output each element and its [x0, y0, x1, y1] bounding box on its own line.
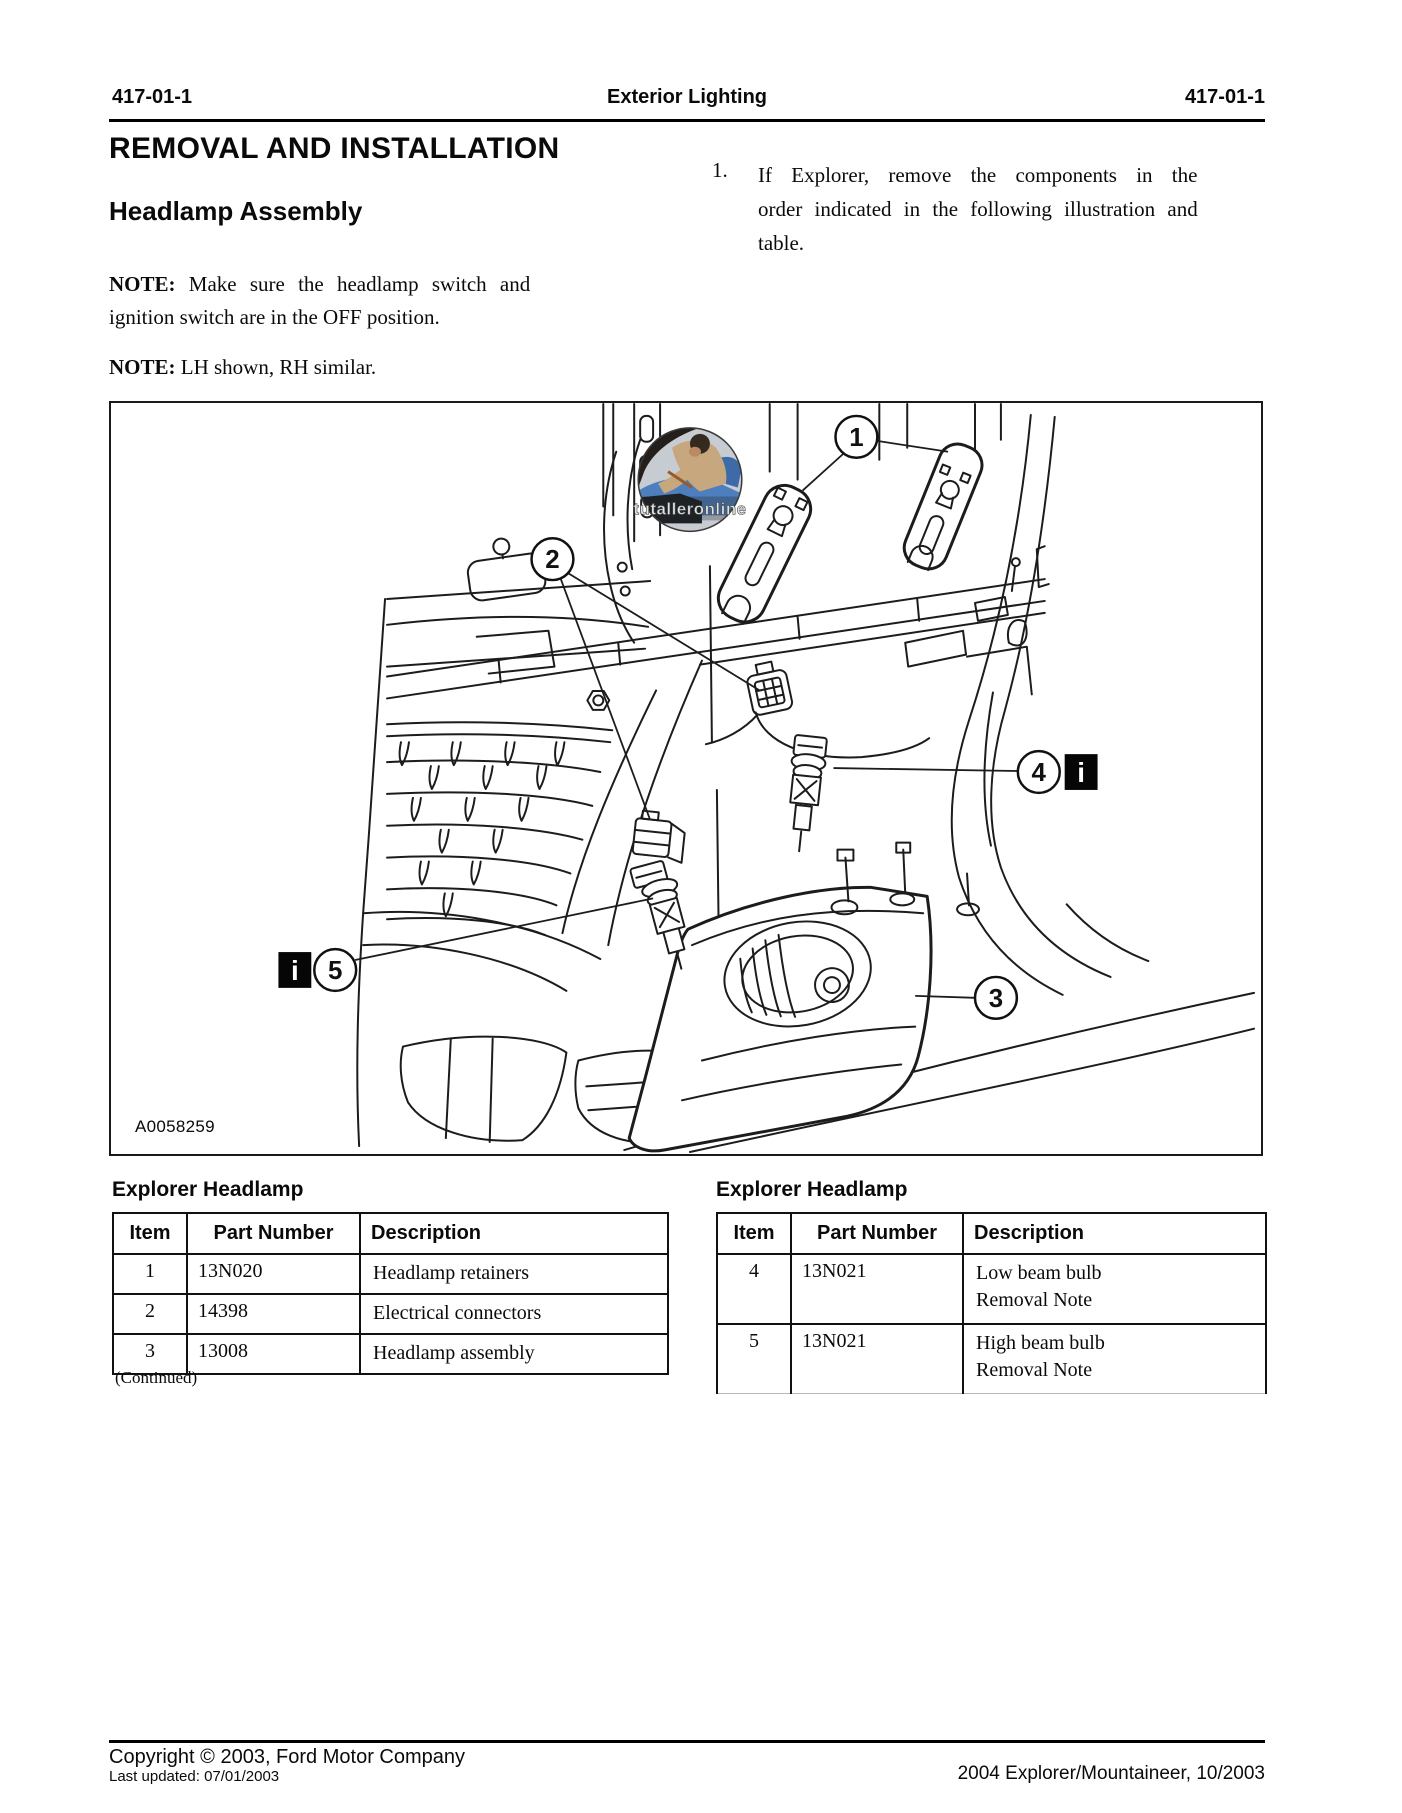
cell-item: 1: [113, 1254, 187, 1294]
note-label: NOTE:: [109, 355, 176, 379]
callout-5: [314, 949, 356, 991]
callout-4: [1018, 751, 1060, 793]
cell-description: Electrical connectors: [360, 1294, 668, 1334]
callout-3-number: 3: [988, 984, 1004, 1013]
note-label: NOTE:: [109, 272, 176, 296]
header-title: Exterior Lighting: [607, 86, 767, 108]
callout-4-number: 4: [1031, 759, 1046, 787]
table-row: [717, 1254, 1266, 1324]
figure-illustration: [111, 403, 1261, 1154]
note-text: Make sure the headlamp switch and: [188, 272, 531, 296]
note-text-line2: ignition switch are in the OFF position.: [109, 305, 440, 329]
col-header-item: Item: [113, 1213, 187, 1254]
table-row: [113, 1294, 668, 1334]
footer-divider: [109, 1740, 1265, 1743]
harness-wire-branch: [706, 714, 758, 744]
table-header-row: [717, 1213, 1266, 1254]
cell-description: [963, 1324, 1266, 1394]
step-text-line1: If Explorer, remove the components in the: [758, 163, 1198, 187]
callout-3: [975, 977, 1017, 1019]
cell-part-number: 13N020: [187, 1254, 360, 1294]
cell-part-number: 13N021: [791, 1254, 963, 1324]
callout-1: [835, 416, 877, 458]
cell-item: 3: [113, 1334, 187, 1374]
callout-2: [532, 538, 574, 580]
col-header-part-number: Part Number: [187, 1213, 360, 1254]
headlamp-retainer-right: [899, 438, 988, 574]
footer-copyright: Copyright © 2003, Ford Motor Company: [109, 1746, 466, 1768]
cell-item: 5: [717, 1324, 791, 1394]
note-1: [109, 268, 587, 334]
header-divider: [109, 119, 1265, 122]
low-beam-bulb: [782, 735, 828, 853]
table-continued-note: (Continued): [115, 1368, 198, 1387]
callout-1-number: 1: [849, 423, 864, 452]
step-text-line3: table.: [758, 231, 805, 255]
electrical-connector-upper: [744, 659, 793, 716]
fender-opening-lines: [952, 415, 1149, 995]
info-icon: i: [1077, 757, 1086, 788]
footer-last-updated: Last updated: 07/01/2003: [109, 1768, 280, 1785]
description-line: Removal Note: [976, 1359, 1093, 1381]
header-doc-number-left: 417-01-1: [112, 86, 193, 108]
harness-wire: [756, 712, 929, 757]
callout-5-info-badge: [278, 952, 311, 988]
step-number: 1.: [712, 158, 728, 182]
note-text: LH shown, RH similar.: [180, 355, 377, 379]
step-text-line2: order indicated in the following illustration and: [758, 197, 1198, 221]
col-header-description: Description: [360, 1213, 668, 1254]
cell-part-number: 13008: [187, 1334, 360, 1374]
header-doc-number-right: 417-01-1: [1184, 86, 1265, 108]
cell-description: Headlamp retainers: [360, 1254, 668, 1294]
footer-edition: 2004 Explorer/Mountaineer, 10/2003: [957, 1763, 1265, 1784]
figure-id-label: A0058259: [135, 1117, 215, 1136]
description-line: High beam bulb: [976, 1332, 1105, 1354]
parts-table-right: [716, 1212, 1267, 1394]
right-table-title: Explorer Headlamp: [716, 1178, 908, 1201]
info-icon: i: [290, 954, 299, 986]
cell-description: Headlamp assembly: [360, 1334, 668, 1374]
headlamp-exploded-figure: [109, 401, 1263, 1156]
col-header-description: Description: [963, 1213, 1266, 1254]
table-row: [717, 1324, 1266, 1394]
hood-edge-lines: [387, 440, 650, 674]
table-header-row: [113, 1213, 668, 1254]
watermark-text: tutalleronline: [633, 499, 747, 519]
grille: [357, 599, 612, 1146]
cell-description: [963, 1254, 1266, 1324]
cell-item: 2: [113, 1294, 187, 1334]
col-header-part-number: Part Number: [791, 1213, 963, 1254]
electrical-connector-lower: [632, 810, 687, 863]
watermark-photo: [633, 426, 746, 535]
parts-table-left: [112, 1212, 669, 1375]
description-line: Low beam bulb: [976, 1262, 1102, 1284]
callout-4-info-badge: [1065, 754, 1098, 790]
description-line: Removal Note: [976, 1289, 1093, 1311]
cell-item: 4: [717, 1254, 791, 1324]
cell-part-number: 13N021: [791, 1324, 963, 1394]
section-title: REMOVAL AND INSTALLATION: [109, 132, 560, 165]
step-text: [758, 158, 1274, 260]
callout-5-number: 5: [328, 956, 343, 985]
cell-part-number: 14398: [187, 1294, 360, 1334]
subsection-title: Headlamp Assembly: [109, 196, 363, 226]
left-table-title: Explorer Headlamp: [112, 1178, 304, 1201]
col-header-item: Item: [717, 1213, 791, 1254]
table-row: [113, 1254, 668, 1294]
note-2: [109, 351, 587, 384]
callout-2-number: 2: [545, 546, 560, 575]
